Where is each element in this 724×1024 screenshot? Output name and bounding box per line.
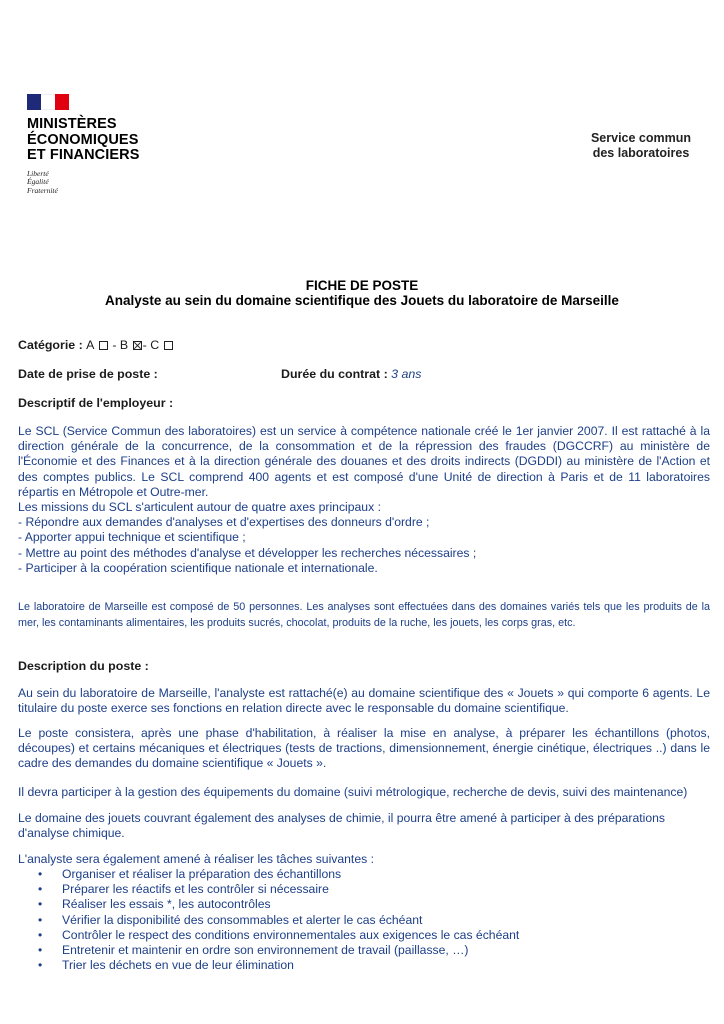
- tache-item: • Préparer les réactifs et les contrôler si nécessaire: [38, 882, 329, 897]
- bullet-icon: •: [38, 867, 43, 881]
- ministry-logo: [27, 94, 139, 195]
- bullet-icon: •: [38, 958, 43, 973]
- tache-item: • Vérifier la disponibilité des consommables et alerter le cas échéant: [38, 912, 423, 927]
- taches-list: [36, 867, 519, 973]
- bullet-icon: •: [38, 897, 43, 912]
- bullet-icon: •: [38, 882, 43, 897]
- tache-item: • Organiser et réaliser la préparation des échantillons: [38, 867, 342, 881]
- mission-item: - Participer à la coopération scientifique nationale et internationale.: [18, 560, 378, 575]
- categorie-b-checkbox[interactable]: [133, 341, 142, 350]
- document-subtitle: Analyste au sein du domaine scientifique des Jouets du laboratoire de Marseille: [105, 293, 619, 308]
- missions-intro: Les missions du SCL s'articulent autour de quatre axes principaux :: [18, 500, 381, 514]
- mission-item: - Apporter appui technique et scientifique ;: [18, 530, 246, 545]
- tache-item: • Réaliser les essais *, les autocontrôles: [38, 897, 271, 912]
- poste-paragraph-4: Le domaine des jouets couvrant également des analyses de chimie, il pourra être amené à participer à des préparations d'analyse chimique.: [18, 811, 665, 841]
- ministry-line-3: ET FINANCIERS: [27, 147, 140, 163]
- description-poste-heading: Description du poste :: [18, 659, 149, 673]
- categorie-a-label: A: [86, 338, 95, 352]
- employeur-paragraph: Le SCL (Service Commun des laboratoires) est un service à compétence nationale créé le 1er janvier 2007. Il est rattaché à la direction générale de la concurrence, de la consommation et de la répression des fraudes (DGCCRF) au ministère de l'Économie et des Finances et à la direction générale des douanes et des droits indirects (DGDDI) au ministère de l'Action et des comptes publics. Le SCL comprend 400 agents et est composé d'une Unité de direction à Paris et de 11 laboratoires répartis en Métropole et Outre-mer.: [18, 424, 710, 499]
- categorie-a-checkbox[interactable]: [99, 341, 108, 350]
- mission-item: - Répondre aux demandes d'analyses et d'expertises des donneurs d'ordre ;: [18, 515, 430, 530]
- ministry-name: [27, 117, 139, 164]
- tache-item: • Entretenir et maintenir en ordre son environnement de travail (paillasse, …): [38, 943, 469, 958]
- mission-item: - Mettre au point des méthodes d'analyse et développer les recherches nécessaires ;: [18, 545, 477, 560]
- document-title: FICHE DE POSTE: [305, 278, 419, 293]
- taches-intro: L'analyste sera également amené à réaliser les tâches suivantes :: [18, 852, 374, 866]
- service-name: [578, 131, 704, 161]
- duree-value: 3 ans: [391, 367, 422, 381]
- motto-liberte: Liberté: [27, 168, 49, 178]
- categorie-c-checkbox[interactable]: [164, 341, 173, 350]
- categorie-label: Catégorie :: [18, 338, 83, 352]
- tache-item: • Trier les déchets en vue de leur élimination: [38, 958, 294, 973]
- categorie-c-label: - C: [142, 338, 160, 352]
- categorie-b-label: - B: [112, 338, 129, 352]
- descriptif-employeur-heading: Descriptif de l'employeur :: [18, 396, 174, 410]
- poste-paragraph-1: Au sein du laboratoire de Marseille, l'analyste est rattaché(e) au domaine scientifique des « Jouets » qui comporte 6 agents. Le titulaire du poste exerce ses fonctions en relation directe avec le responsable du domaine scientifique.: [18, 686, 710, 716]
- bullet-icon: •: [38, 943, 43, 958]
- duree-contrat: [281, 367, 421, 382]
- bullet-icon: •: [38, 927, 43, 942]
- service-line-2: des laboratoires: [592, 146, 690, 160]
- poste-paragraph-2: Le poste consistera, après une phase d'habilitation, à réaliser la mise en analyse, à préparer les échantillons (photos, découpes) et certains mécaniques et électriques (tests de tractions, dimensionnement, énergie cinétique, électriques ..) dans le cadre des demandes du domaine scientifique « Jouets ».: [18, 726, 710, 771]
- service-line-1: Service commun: [590, 131, 692, 145]
- marseille-paragraph: Le laboratoire de Marseille est composé de 50 personnes. Les analyses sont effectuées dans des domaines variés tels que les produits de la mer, les contaminants alimentaires, les produits sucrés, chocolat, produits de la ruche, les jouets, les corps gras, etc.: [18, 601, 710, 629]
- missions-block: [18, 500, 710, 576]
- duree-label: Durée du contrat :: [281, 367, 388, 381]
- republic-motto: [27, 170, 139, 196]
- marianne-flag-icon: [27, 94, 69, 110]
- categorie-row: [18, 338, 174, 353]
- ministry-line-1: MINISTÈRES: [27, 116, 117, 132]
- bullet-icon: •: [38, 912, 43, 927]
- date-prise-poste-label: Date de prise de poste :: [18, 367, 158, 381]
- poste-paragraph-3: Il devra participer à la gestion des équipements du domaine (suivi métrologique, recherche de devis, suivi des maintenance): [18, 785, 688, 799]
- title-block: [0, 278, 724, 308]
- motto-fraternite: Fraternité: [27, 185, 58, 195]
- tache-item: • Contrôler le respect des conditions environnementales aux exigences le cas échéant: [38, 927, 520, 942]
- motto-egalite: Égalité: [27, 177, 49, 186]
- ministry-line-2: ÉCONOMIQUES: [27, 131, 139, 148]
